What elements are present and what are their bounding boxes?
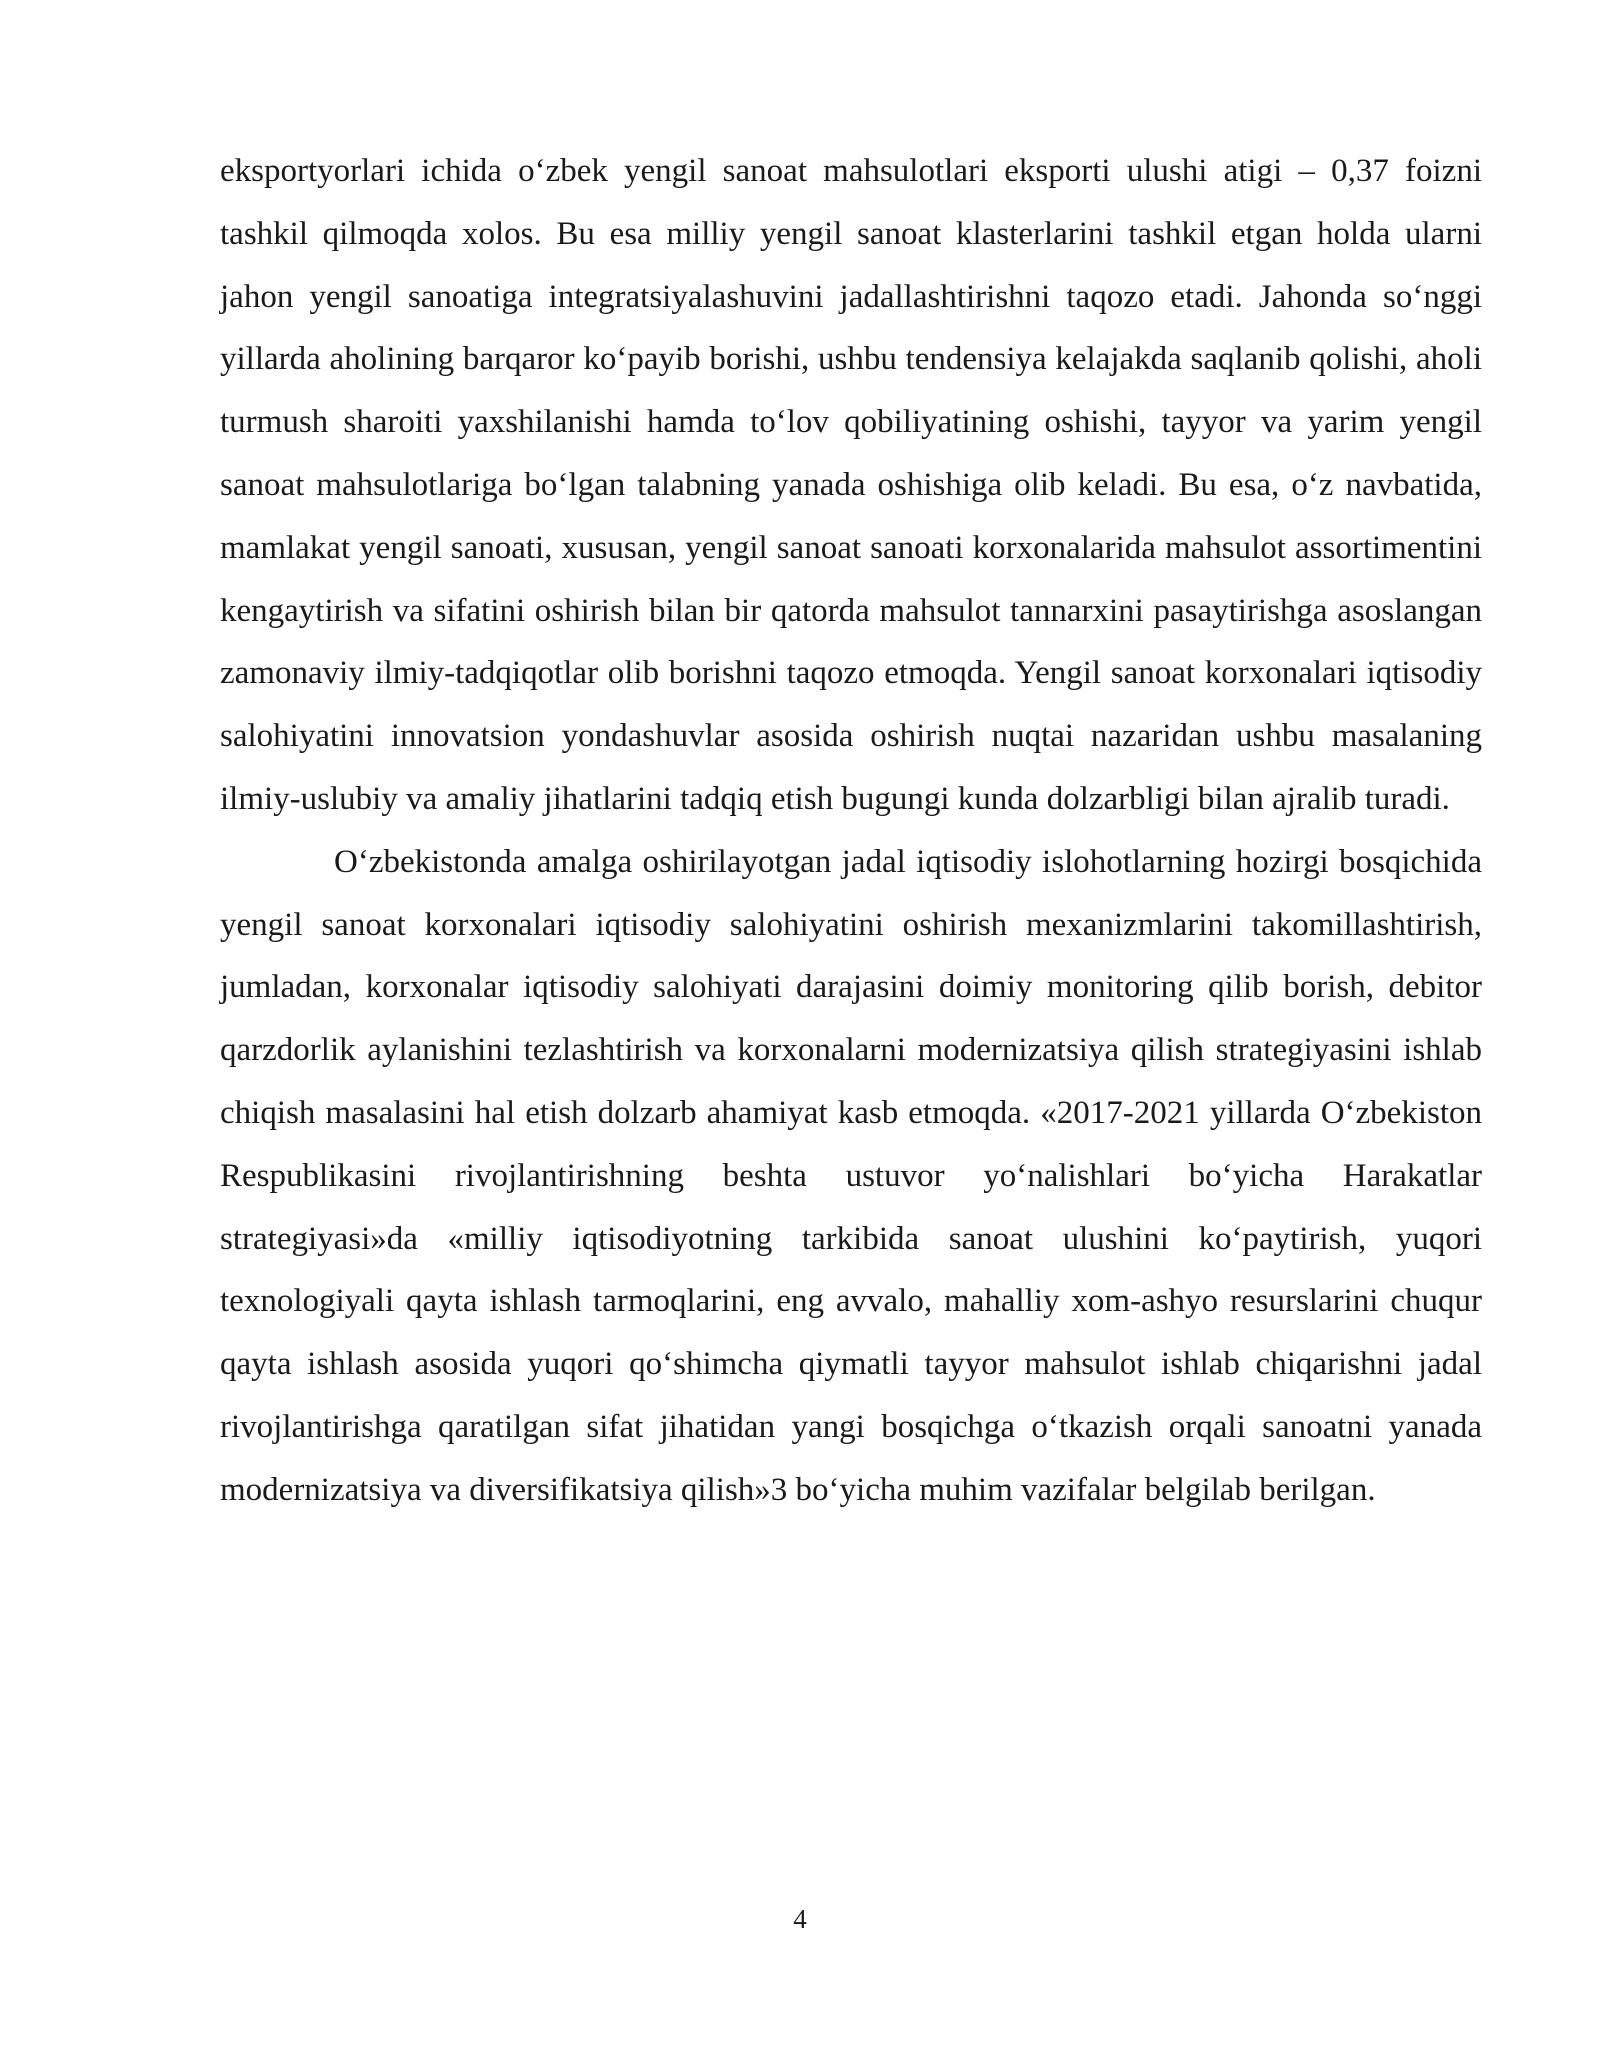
paragraph-2: O‘zbekistonda amalga oshirilayotgan jadal iqtisodiy islohotlarning hozirgi bosqichida yengil sanoat korxonalari iqtisodiy salohiyatini oshirish mexanizmlarini takomillashtirish, jumladan, korxonalar iqtisodiy salohiyati darajasini doimiy monitoring qilib borish, debitor qarzdorlik aylanishini tezlashtirish va korxonalarni modernizatsiya qilish strategiyasini ishlab chiqish masalasini hal etish dolzarb ahamiyat kasb etmoqda. «2017-2021 yillarda O‘zbekiston Respublikasini rivojlantirishning beshta ustuvor yo‘nalishlari bo‘yicha Harakatlar strategiyasi»da «milliy iqtisodiyotning tarkibida sanoat ulushini ko‘paytirish, yuqori texnologiyali qayta ishlash tarmoqlarini, eng avvalo, mahalliy xom-ashyo resurslarini chuqur qayta ishlash asosida yuqori qo‘shimcha qiymatli tayyor mahsulot ishlab chiqarishni jadal rivojlantirishga qaratilgan sifat jihatidan yangi bosqichga o‘tkazish orqali sanoatni yanada modernizatsiya va diversifikatsiya qilish»3 bo‘yicha muhim vazifalar belgilab berilgan. bbox=[220, 843, 1482, 1508]
page-number: 4 bbox=[793, 1904, 807, 1934]
body-text bbox=[220, 140, 1482, 1522]
paragraph-1: eksportyorlari ichida o‘zbek yengil sanoat mahsulotlari eksporti ulushi atigi – 0,37 foizni tashkil qilmoqda xolos. Bu esa milliy yengil sanoat klasterlarini tashkil etgan holda ularni jahon yengil sanoatiga integratsiyalashuvini jadallashtirishni taqozo etadi. Jahonda so‘nggi yillarda aholining barqaror ko‘payib borishi, ushbu tendensiya kelajakda saqlanib qolishi, aholi turmush sharoiti yaxshilanishi hamda to‘lov qobiliyatining oshishi, tayyor va yarim yengil sanoat mahsulotlariga bo‘lgan talabning yanada oshishiga olib keladi. Bu esa, o‘z navbatida, mamlakat yengil sanoati, xususan, yengil sanoat sanoati korxonalarida mahsulot assortimentini kengaytirish va sifatini oshirish bilan bir qatorda mahsulot tannarxini pasaytirishga asoslangan zamonaviy ilmiy-tadqiqotlar olib borishni taqozo etmoqda. Yengil sanoat korxonalari iqtisodiy salohiyatini innovatsion yondashuvlar asosida oshirish nuqtai nazaridan ushbu masalaning ilmiy-uslubiy va amaliy jihatlarini tadqiq etish bugungi kunda dolzarbligi bilan ajralib turadi. bbox=[220, 153, 1482, 817]
